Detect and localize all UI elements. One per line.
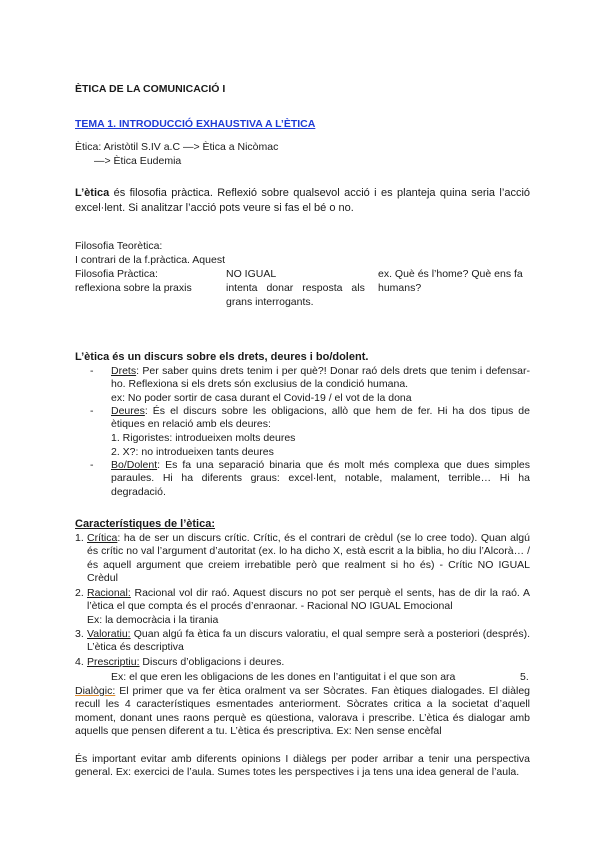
drets-bullet	[111, 365, 530, 392]
list-number: 5.	[520, 671, 529, 683]
etica-term: L’ètica	[75, 187, 110, 199]
filosofia-reflexiona: reflexiona sobre la praxis	[75, 282, 192, 294]
dialogic-item	[75, 685, 530, 739]
valoratiu-item	[87, 628, 530, 655]
critica-item	[87, 532, 530, 586]
list-number: 3.	[75, 628, 84, 640]
filosofia-ex-1: ex. Què és l’home? Què ens fa	[378, 268, 523, 280]
critica-text: : ha de ser un discurs crític. Crític, és el contrari de crèdul (se lo cree todo). Quan algú és crític no val l’argument d’autoritat (ex. lo ha dicho X, està escrit a la biblia, ho diu l’Alcorà… / és aquell argument que creiem irrebatible però que realment si ho és) - Crític NO IGUAL Crèdul	[87, 532, 530, 585]
final-paragraph: És important evitar amb diferents opinions I diàlegs per poder arribar a tenir una perspectiva general. Ex: exercici de l’aula. Sumes totes les perspectives i ja tens una idea general de l’aula.	[75, 753, 530, 779]
dialogic-text: El primer que va fer ètica oralment va ser Sòcrates. Fan ètiques dialogades. El diàleg recull les 4 característiques esmentades anteriorment. Sòcrates critica a la societat d’aquell moment, donant unes raons perquè es qüestiona, valorava i prescribe. L’ètica és dialogar amb aquells que pensen diferent a tu. L’ètica és prescriptiva. Ex: Nen sense encèfal	[75, 685, 530, 738]
etica-line-1: Ètica: Aristòtil S.IV a.C —> Ètica a Nicòmac	[75, 141, 279, 153]
bullet-dash: -	[90, 365, 94, 377]
list-number: 1.	[75, 532, 84, 544]
tema-heading-link[interactable]: TEMA 1. INTRODUCCIÓ EXHAUSTIVA A L’ÈTICA	[75, 118, 316, 130]
document-title: ÈTICA DE LA COMUNICACIÓ I	[75, 83, 226, 95]
drets-label: Drets	[111, 365, 137, 377]
caracteristiques-heading: Característiques de l’ètica:	[75, 518, 216, 530]
filosofia-ex-2: humans?	[378, 282, 422, 294]
deures-item-1: 1. Rigoristes: introdueixen molts deures	[111, 432, 296, 444]
list-number: 4.	[75, 656, 84, 668]
deures-label: Deures	[111, 405, 145, 417]
prescriptiu-item	[87, 656, 284, 669]
bo-dolent-label: Bo/Dolent	[111, 459, 158, 471]
bo-dolent-text: : Es fa una separació binaria que és molt més complexa que dues simples paraules. Hi ha diferents graus: excel·lent, notable, malament, terrible… Hi ha degradació.	[111, 459, 530, 498]
filosofia-intenta: intenta donar resposta als	[226, 282, 365, 294]
deures-text: : És el discurs sobre les obligacions, allò que hem de fer. Hi ha dos tipus de ètiques en relació amb els deures:	[111, 405, 530, 431]
racional-text: Racional vol dir raó. Aquest discurs no pot ser perquè el sents, has de dir la raó. A l’ètica el que compta és el procés d’enraonar. - Racional NO IGUAL Emocional	[87, 587, 530, 613]
etica-line-2: —> Ètica Eudemia	[94, 155, 182, 167]
racional-example: Ex: la democràcia i la tirania	[87, 614, 219, 626]
bullet-dash: -	[90, 459, 94, 471]
prescriptiu-label: Prescriptiu:	[87, 656, 140, 668]
deures-item-2: 2. X?: no introdueixen tants deures	[111, 446, 274, 458]
bo-dolent-bullet	[111, 459, 530, 499]
discurs-heading: L’ètica és un discurs sobre els drets, deures i bo/dolent.	[75, 351, 369, 363]
etica-definition	[75, 186, 530, 216]
filosofia-grans: grans interrogants.	[226, 296, 314, 308]
prescriptiu-text: Discurs d’obligacions i deures.	[139, 656, 285, 668]
list-number: 2.	[75, 587, 84, 599]
prescriptiu-example: Ex: el que eren les obligacions de les dones en l’antiguitat i el que son ara	[111, 671, 456, 683]
filosofia-no-igual: NO IGUAL	[226, 268, 277, 280]
valoratiu-text: Quan algú fa ètica fa un discurs valoratiu, el qual sempre serà a posteriori (després). L’ètica és descriptiva	[87, 628, 530, 654]
drets-text: : Per saber quins drets tenim i per què?! Donar raó dels drets que tenim i defensar-ho. Reflexiona si els drets són exclusius de la condició humana.	[111, 365, 530, 391]
drets-example: ex: No poder sortir de casa durant el Covid-19 / el vot de la dona	[111, 392, 412, 404]
filosofia-practica: Filosofia Pràctica:	[75, 268, 158, 280]
critica-label: Crítica	[87, 532, 118, 544]
dialogic-label: Dialògic:	[75, 685, 116, 697]
racional-label: Racional:	[87, 587, 131, 599]
etica-definition-text: és filosofia pràctica. Reflexió sobre qualsevol acció i es planteja quina seria l’acció excel·lent. Si analitzar l’acció pots veure si fas el bé o no.	[75, 187, 530, 214]
filosofia-contrari: I contrari de la f.pràctica. Aquest	[75, 254, 225, 266]
bullet-dash: -	[90, 405, 94, 417]
deures-bullet	[111, 405, 530, 432]
racional-item	[87, 587, 530, 614]
valoratiu-label: Valoratiu:	[87, 628, 131, 640]
filosofia-teoretica: Filosofia Teorètica:	[75, 240, 163, 252]
